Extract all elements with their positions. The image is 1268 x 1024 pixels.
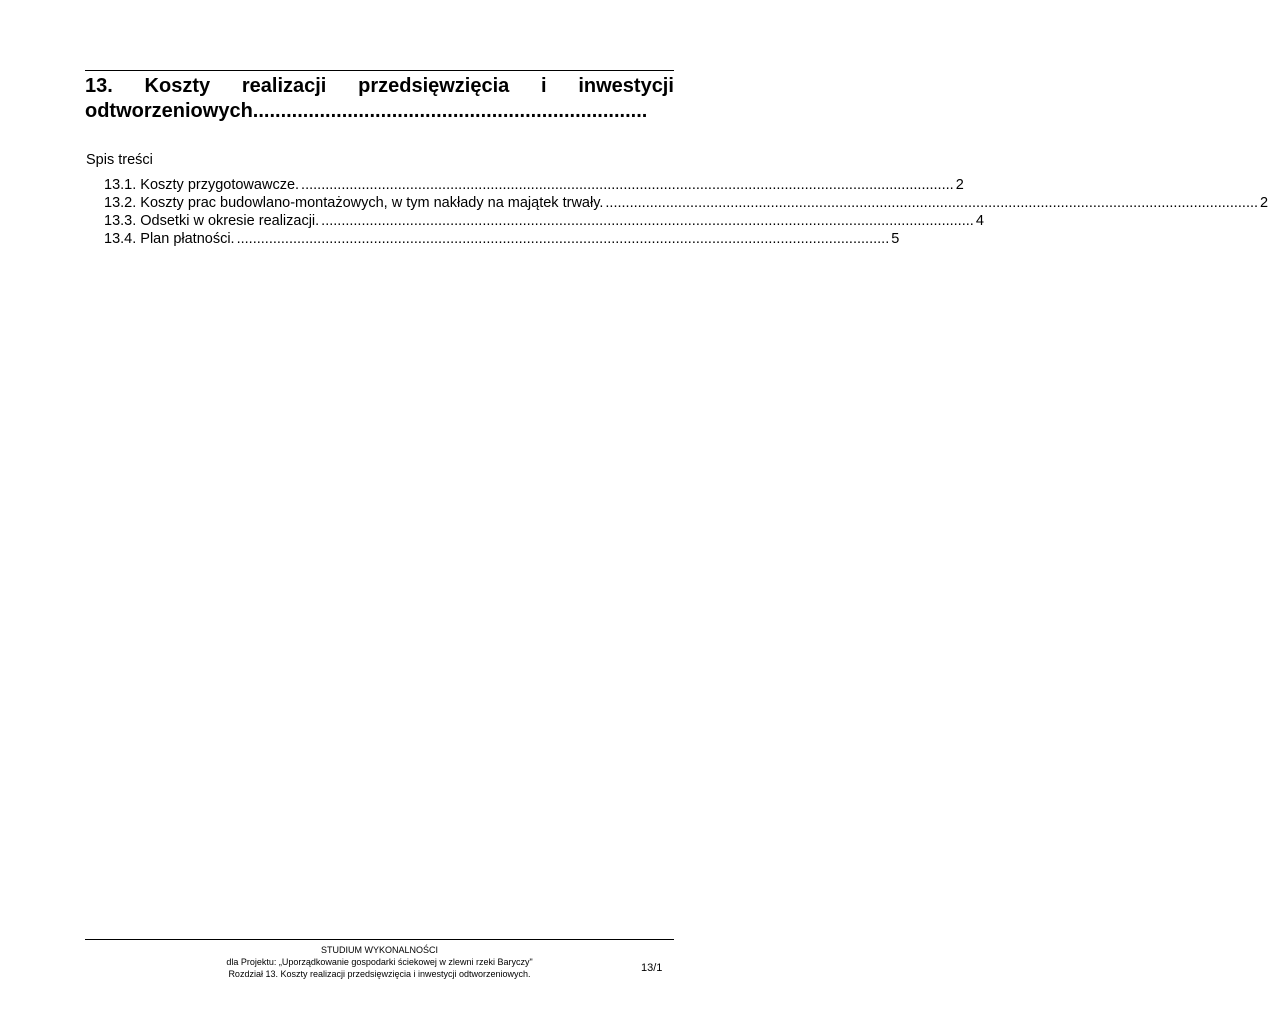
chapter-title-word: przedsięwzięcia [358, 75, 510, 97]
toc-entry-13-3[interactable] [104, 212, 984, 230]
footer-project-name: dla Projektu: „Uporządkowanie gospodarki ściekowej w zlewni rzeki Baryczy" [226, 957, 533, 967]
chapter-title-word: 13. [85, 75, 113, 97]
toc-entry-13-4[interactable] [104, 230, 900, 248]
chapter-title-word: realizacji [241, 75, 327, 97]
chapter-title-word: inwestycji [578, 75, 674, 97]
toc-entry-label: 13.3. Odsetki w okresie realizacji. [104, 213, 320, 229]
chapter-title-word: i [541, 75, 547, 97]
toc-entry-13-2[interactable] [104, 194, 1268, 212]
footer-divider [85, 939, 674, 940]
page-footer [85, 944, 674, 980]
table-of-contents [104, 176, 1268, 248]
toc-entry-13-1[interactable] [104, 176, 964, 194]
toc-entry-label: 13.1. Koszty przygotowawcze. [104, 177, 300, 193]
footer-document-type: STUDIUM WYKONALNOŚCI [320, 945, 438, 955]
chapter-title-word: Koszty [144, 75, 211, 97]
chapter-title-tail: odtworzeniowych. [85, 100, 259, 122]
chapter-title-leader-dots: ...................................................................... [258, 100, 648, 122]
toc-leader-dots: .................................................................................................................................................................. [605, 195, 1259, 211]
top-divider [85, 70, 674, 71]
page-number: 13/1 [641, 962, 663, 974]
toc-page-number: 5 [891, 231, 900, 247]
toc-page-number: 4 [975, 213, 984, 229]
chapter-title-line-2 [85, 99, 674, 124]
chapter-title [85, 74, 674, 124]
toc-heading: Spis treści [86, 152, 153, 168]
footer-chapter-name: Rozdział 13. Koszty realizacji przedsięwzięcia i inwestycji odtworzeniowych. [228, 969, 531, 979]
toc-leader-dots: .................................................................................................................................................................. [236, 231, 890, 247]
toc-entry-label: 13.2. Koszty prac budowlano-montażowych, w tym nakłady na majątek trwały. [104, 195, 604, 211]
chapter-title-line-1 [85, 74, 674, 99]
toc-page-number: 2 [1260, 195, 1268, 211]
toc-leader-dots: .................................................................................................................................................................. [321, 213, 974, 229]
toc-leader-dots: .................................................................................................................................................................. [301, 177, 954, 193]
toc-page-number: 2 [955, 177, 964, 193]
toc-entry-label: 13.4. Plan płatności. [104, 231, 235, 247]
footer-text-block [85, 944, 674, 980]
